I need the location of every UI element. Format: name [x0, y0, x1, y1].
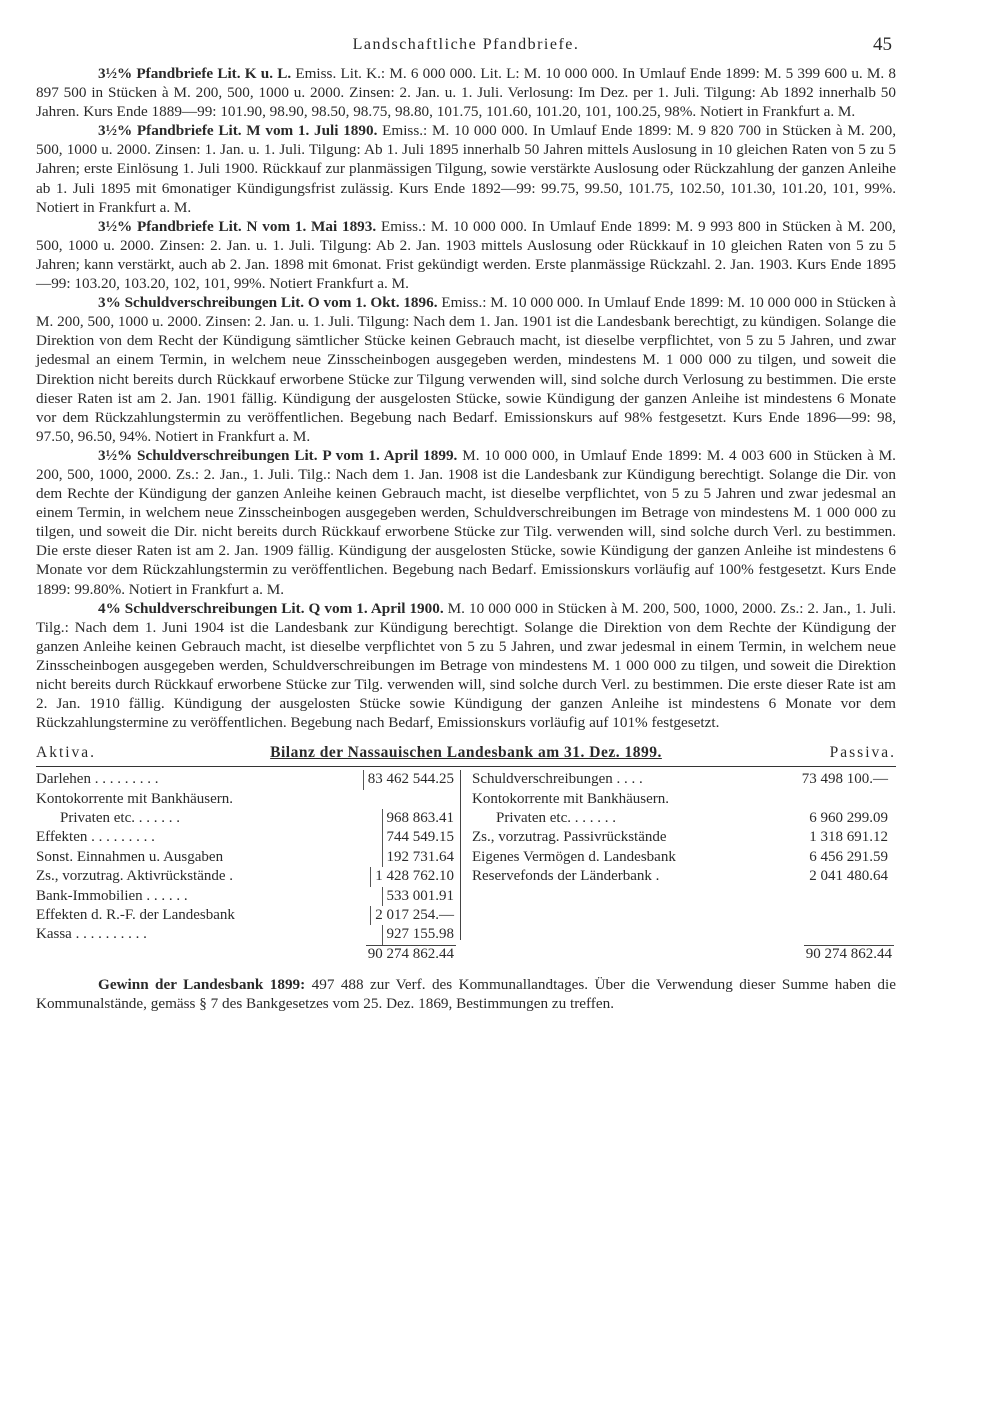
total-passiva: 90 274 862.44: [805, 946, 892, 963]
paragraph-lit-q: [36, 599, 896, 733]
row-label: Kassa . . . . . . . . . .: [36, 926, 147, 943]
paragraph-text: Emiss. Lit. K.: M. 6 000 000. Lit. L: M. 10 000 000. In Umlauf Ende 1899: M. 5 399 600 u. M. 8 897 500 in Stücken à M. 200, 500, 1000 u. 2000. Zinsen: 2. Jan. u. 1. Juli. Verlosung: Im Dez. per 1. Juli. Tilgung: Ab 1892 innerhalb 50 Jahren. Kurs Ende 1889—99: 101.90, 98.90, 98.50, 98.75, 98.80, 101.75, 101.60, 101.20, 101, 100.25, 98%. Notiert in Frankfurt a. M.: [36, 65, 896, 121]
paragraph-text: M. 10 000 000 in Stücken à M. 200, 500, 1000, 2000. Zs.: 2. Jan., 1. Juli. Tilg.: Nach dem 1. Juni 1904 ist die Landesbank zur Kündigung berechtigt. Solange die Direktion von dem Rechte der Kündigung der ganzen Anleihe keinen Gebrauch macht, ist dieselbe verpflichtet von 5 zu 5 Jahren, und zwar jedesmal in einem Termin, in welchem neue Zinsscheinbogen ausgegeben werden, Schuldverschreibungen im Betrage von mindestens M. 1 000 000 zu tilgen, und soweit die Direktion nicht bereits durch Rückkauf erworbene Stücke zur Tilg. verwenden will, sind solche durch Verl. zu bestimmen. Die erste dieser Rate ist am 2. Jan. 1910 fällig. Kündigung der ausgelosten Stücke sowie Kündigung der ganzen Anleihe ist mindestens 6 Monate vor dem Rückzahlungstermine zu veröffentlichen. Begebung nach Bedarf, Emissionskurs vorläufig auf 101% festgesetzt.: [36, 599, 896, 732]
row-label: Schuldverschreibungen . . . .: [472, 771, 643, 788]
row-amount: 192 731.64: [382, 848, 455, 867]
row-label: Zs., vorzutrag. Passivrückstände: [472, 829, 667, 846]
paragraph-lead: 4% Schuldverschreibungen Lit. Q vom 1. April 1900.: [98, 599, 444, 617]
row-amount: 533 001.91: [382, 887, 455, 906]
paragraph-text: M. 10 000 000, in Umlauf Ende 1899: M. 4 003 600 in Stücken à M. 200, 500, 1000, 2000. Zs.: 2. Jan., 1. Juli. Tilg.: Nach dem 1. Jan. 1908 ist die Landesbank zur Kündigung berechtigt. Solange die Dir. von dem Rechte der Kündigung der ganzen Anleihe keinen Gebrauch macht, ist dieselbe verpflichtet, von 5 zu 5 Jahren und zwar jedesmal an einem Termin, in welchem neue Zinsscheinbogen ausgegeben werden, Schuldverschreibungen im Betrage von mindestens M. 1 000 000 zu tilgen, und soweit die Dir. nicht bereits durch Rückkauf erworbene Stücke zur Tilg. verwenden will, sind solche durch Verl. zu bestimmen. Die erste dieser Raten ist am 2. Jan. 1909 fällig. Kündigung der ausgelosten Stücke, sowie Kündigung der ganzen Anleihe ist mindestens 6 Monate vor dem Rückzahlungstermin zu veröffentlichen. Begebung nach Bedarf. Emissionskurs vorläufig auf 100% festgesetzt. Kurs Ende 1899: 99.80%. Notiert in Frankfurt a. M.: [36, 446, 896, 598]
profit-paragraph: [36, 975, 896, 1013]
paragraph-lead: 3% Schuldverschreibungen Lit. O vom 1. Okt. 1896.: [98, 294, 438, 312]
page-header: [36, 30, 896, 64]
balance-header: [36, 742, 896, 766]
row-label: Bank-Immobilien . . . . . .: [36, 887, 188, 904]
paragraph-lit-o: [36, 293, 896, 446]
row-amount: 968 863.41: [382, 809, 455, 828]
row-amount: 2 017 254.—: [370, 906, 454, 925]
paragraph-lit-n: [36, 217, 896, 293]
page-number: 45: [873, 34, 892, 55]
document-page: [36, 30, 896, 1013]
total-aktiva: 90 274 862.44: [367, 946, 454, 963]
row-label: Sonst. Einnahmen u. Ausgaben: [36, 848, 224, 865]
passiva-row: [472, 828, 896, 847]
row-label: Effekten d. R.-F. der Landesbank: [36, 907, 235, 924]
profit-text: 497 488 zur Verf. des Kommunallandtages. Über die Verwendung dieser Summe haben die Kommunalstände, gemäss § 7 des Bankgesetzes vom 25. Dez. 1869, Bestimmungen zu treffen.: [36, 976, 896, 1013]
row-amount: 1 318 691.12: [809, 829, 888, 846]
row-label: Kontokorrente mit Bankhäusern.: [472, 790, 670, 807]
row-amount: 2 041 480.64: [809, 868, 888, 885]
aktiva-column: [36, 770, 461, 943]
paragraph-lead: 3½% Pfandbriefe Lit. K u. L.: [98, 65, 292, 82]
running-title: Landschaftliche Pfandbriefe.: [352, 36, 580, 53]
passiva-label: Passiva.: [829, 744, 896, 762]
row-label: Darlehen . . . . . . . . .: [36, 771, 159, 788]
aktiva-row: [36, 925, 460, 944]
passiva-row: [472, 809, 896, 828]
row-amount: 6 456 291.59: [809, 848, 888, 865]
aktiva-row: [36, 828, 460, 847]
passiva-row: [472, 770, 896, 789]
aktiva-row: [36, 790, 460, 809]
paragraph-text: Emiss.: M. 10 000 000. In Umlauf Ende 1899: M. 9 993 800 in Stücken à M. 200, 500, 1000 u. 2000. Zinsen: 2. Jan. u. 1. Juli. Tilgung: Ab 2. Jan. 1903 mittels Auslosung oder Rückkauf in 10 gleichen Raten von 5 zu 5 Jahren; kann verstärkt, auch ab 2. Jan. 1898 mit 6monat. Frist gekündigt werden. Erste planmässige Rückzahl. 2. Jan. 1903. Kurs Ende 1895—99: 103.20, 103.20, 102, 101, 99%. Notiert Frankfurt a. M.: [36, 217, 896, 293]
balance-title: Bilanz der Nassauischen Landesbank am 31. Dez. 1899.: [270, 744, 662, 762]
paragraph-text: Emiss.: M. 10 000 000. In Umlauf Ende 1899: M. 9 820 700 in Stücken à M. 200, 500, 1000 u. 2000. Zinsen: 1. Jan. u. 1. Juli. Tilgung: Ab 1. Juli 1895 innerhalb 50 Jahren mittels Auslosung in 10 gleichen Raten von 5 zu 5 Jahren; erste Einlösung 1. Juli 1900. Rückkauf zur planmässigen Tilgung, sowie verstärkte Auslosung oder Rückzahlung der ganzen Anleihe ab 1. Juli 1895 mit 6monatiger Kündigungsfrist zulässig. Kurs Ende 1892—99: 99.75, 99.50, 101.75, 102.50, 101.30, 101.20, 101, 99%. Notiert in Frankfurt a. M.: [36, 122, 896, 216]
profit-lead: Gewinn der Landesbank 1899:: [98, 976, 306, 994]
passiva-row: [472, 848, 896, 867]
row-label: Reservefonds der Länderbank .: [472, 868, 660, 885]
paragraph-lead: 3½% Pfandbriefe Lit. N vom 1. Mai 1893.: [98, 217, 377, 235]
row-amount: 6 960 299.09: [809, 810, 888, 827]
aktiva-row: [36, 867, 460, 886]
row-label: Kontokorrente mit Bankhäusern.: [36, 790, 234, 807]
row-label: Eigenes Vermögen d. Landesbank: [472, 848, 676, 865]
aktiva-row: [36, 848, 460, 867]
paragraph-lit-p: [36, 446, 896, 599]
row-label: Zs., vorzutrag. Aktivrückstände .: [36, 868, 234, 885]
row-label: Effekten . . . . . . . . .: [36, 829, 155, 846]
aktiva-row: [36, 809, 460, 828]
row-amount: 1 428 762.10: [370, 867, 454, 886]
row-label: Privaten etc. . . . . . .: [60, 810, 180, 827]
balance-table: [36, 766, 896, 943]
paragraph-lit-k-l: [36, 64, 896, 121]
row-label: Privaten etc. . . . . . .: [496, 810, 616, 827]
row-amount: 744 549.15: [382, 828, 455, 847]
row-amount: 83 462 544.25: [363, 770, 454, 789]
row-amount: 927 155.98: [382, 925, 455, 944]
paragraph-text: Emiss.: M. 10 000 000. In Umlauf Ende 1899: M. 10 000 000 in Stücken à M. 200, 500, 1000 u. 2000. Zinsen: 2. Jan. u. 1. Juli. Tilgung: Nach dem 1. Jan. 1901 ist die Landesbank berechtigt, zu kündigen. Solange die Direktion von dem Recht der Kündigung sämtlicher Stücke keinen Gebrauch macht, ist dieselbe verpflichtet, von 5 zu 5 Jahren, und zwar jedesmal an einem Termin, in welchem neue Zinsscheinbogen ausgegeben werden, mindestens M. 1 000 000 zu tilgen, und soweit die Direktion nicht bereits durch Rückkauf erworbene Stücke zur Tilgung verwenden will, sind solche durch Verlosung zu bestimmen. Die erste dieser Raten ist am 2. Jan. 1901 fällig. Kündigung der ausgelosten Stücke, sowie Kündigung der ganzen Anleihe ist mindestens 6 Monate vor dem Rückzahlungstermin zu veröffentlichen. Begebung nach Bedarf. Emissionskurs auf 98% festgesetzt. Kurs Ende 1896—99: 98, 97.50, 96.50, 94%. Notiert in Frankfurt a. M.: [36, 294, 896, 445]
aktiva-label: Aktiva.: [36, 744, 97, 762]
passiva-row: [472, 867, 896, 886]
aktiva-row: [36, 906, 460, 925]
aktiva-row: [36, 887, 460, 906]
paragraph-lit-m: [36, 121, 896, 216]
passiva-row: [472, 790, 896, 809]
balance-totals: [36, 943, 896, 967]
passiva-column: [472, 770, 896, 886]
aktiva-row: [36, 770, 460, 789]
paragraph-lead: 3½% Schuldverschreibungen Lit. P vom 1. April 1899.: [98, 446, 458, 464]
row-amount: 73 498 100.—: [801, 771, 888, 788]
paragraph-lead: 3½% Pfandbriefe Lit. M vom 1. Juli 1890.: [98, 122, 378, 140]
